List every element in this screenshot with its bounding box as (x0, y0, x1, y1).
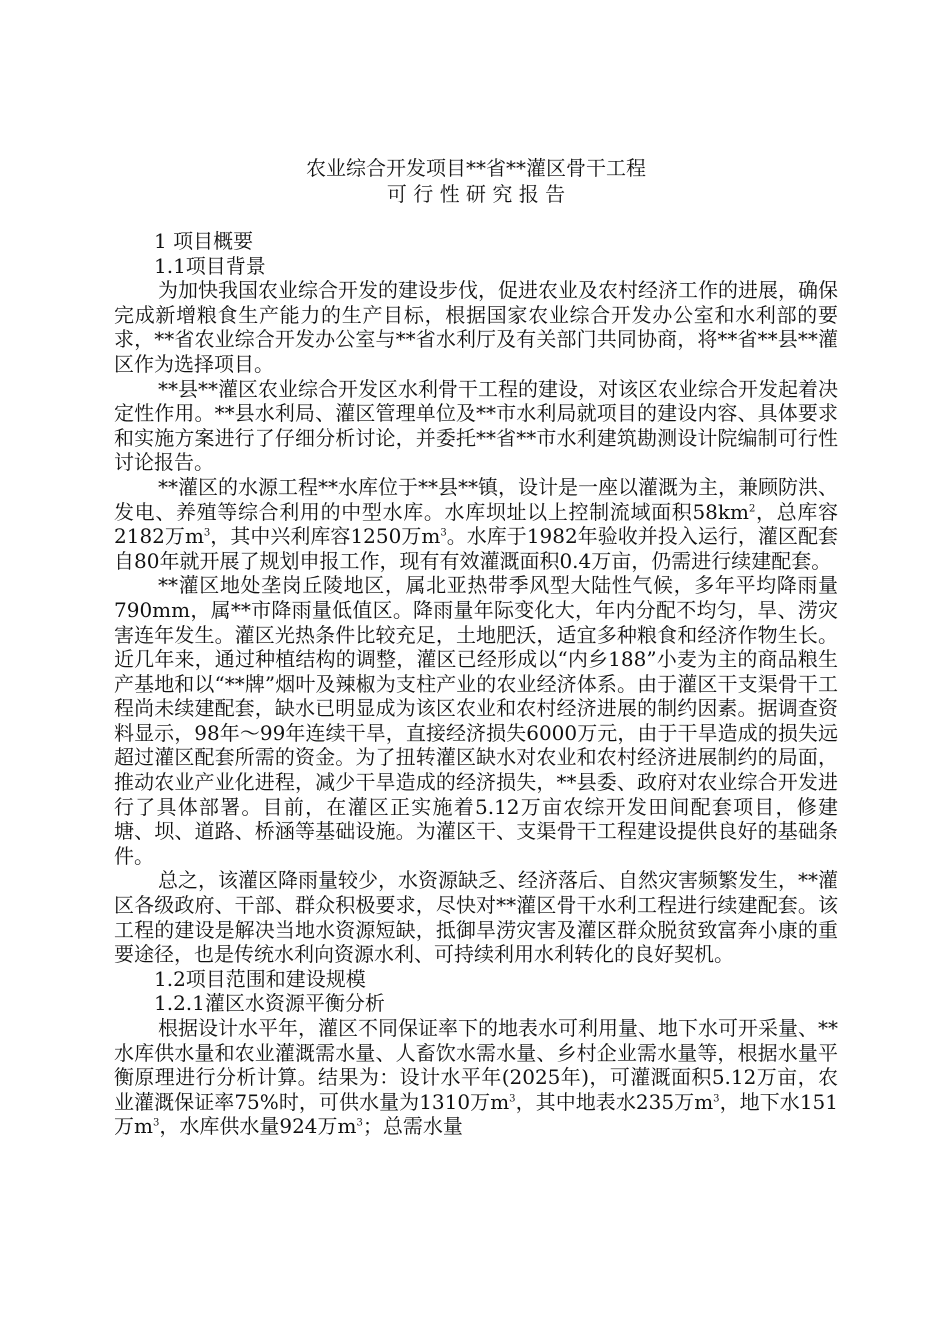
section-heading-1: 1 项目概要 (154, 229, 254, 253)
superscript: 3 (509, 1093, 516, 1105)
text-span: ；总需水量 (362, 1114, 463, 1139)
superscript: 3 (356, 1117, 363, 1129)
paragraph-water-source (114, 475, 838, 573)
text-span: ，总库容2182万m (114, 499, 838, 549)
superscript: 3 (713, 1093, 720, 1105)
paragraph-water-balance (114, 1016, 838, 1139)
superscript: 3 (440, 527, 447, 539)
report-subtitle: 可 行 性 研 究 报 告 (386, 182, 566, 206)
paragraph-climate: **灌区地处垄岗丘陵地区，属北亚热带季风型大陆性气候，多年平均降雨量790mm，属**市降雨量低值区。降雨量年际变化大，年内分配不均匀，旱、涝灾害连年发生。灌区光热条件比较充足，土地肥沃，适宜多种粮食和经济作物生长。近几年来，通过种植结构的调整，灌区已经形成以“内乡188”小麦为主的商品粮生产基地和以“**牌”烟叶及辣椒为支柱产业的农业经济体系。由于灌区干支渠骨干工程尚未续建配套，缺水已明显成为该区农业和农村经济进展的制约因素。据调查资料显示，98年～99年连续干旱，直接经济损失6000万元，由于干旱造成的损失远超过灌区配套所需的资金。为了扭转灌区缺水对农业和农村经济进展制约的局面，推动农业产业化进程，减少干旱造成的经济损失，**县委、政府对农业综合开发进行了具体部署。目前，在灌区正实施着5.12万亩农综开发田间配套项目，修建塘、坝、道路、桥涵等基础设施。为灌区干、支渠骨干工程建设提供良好的基础条件。 (114, 573, 838, 868)
paragraph-summary: 总之，该灌区降雨量较少，水资源缺乏、经济落后、自然灾害频繁发生，**灌区各级政府、干部、群众积极要求，尽快对**灌区骨干水利工程进行续建配套。该工程的建设是解决当地水资源短缺，抵御旱涝灾害及灌区群众脱贫致富奔小康的重要途径，也是传统水利向资源水利、可持续利用水利转化的良好契机。 (114, 868, 838, 967)
section-heading-1-2: 1.2项目范围和建设规模 (154, 966, 366, 991)
report-title-block (114, 155, 838, 207)
superscript: 2 (748, 502, 756, 514)
section-heading-1-1: 1.1项目背景 (154, 253, 266, 278)
text-span: ，其中兴利库容1250万m (210, 524, 441, 549)
section-heading-1-2-1: 1.2.1灌区水资源平衡分析 (154, 991, 385, 1016)
text-span: **灌区的水源工程**水库位于**县**镇，设计是一座以灌溉为主，兼顾防洪、发电、养殖等综合利用的中型水库。水库坝址以上控制流域面积58km (114, 474, 838, 524)
superscript: 3 (152, 1117, 160, 1129)
paragraph-background-2: **县**灌区农业综合开发区水利骨干工程的建设，对该区农业综合开发起着决定性作用。**县水利局、灌区管理单位及**市水利局就项目的建设内容、具体要求和实施方案进行了仔细分析讨论，并委托**省**市水利建筑勘测设计院编制可行性讨论报告。 (114, 376, 838, 475)
text-span: ，其中地表水235万m (515, 1089, 714, 1114)
text-span: 根据设计水平年，灌区不同保证率下的地表水可利用量、地下水可开采量、**水库供水量和农业灌溉需水量、人畜饮水需水量、乡村企业需水量等，根据水量平衡原理进行分析计算。结果为：设计水平年(2025年)，可灌溉面积5.12万亩，农业灌溉保证率75%时，可供水量为1310万m (114, 1016, 838, 1114)
superscript: 3 (203, 527, 211, 539)
text-span: 。水库于1982年验收并投入运行，灌区配套自80年就开展了规划申报工作，现有有效灌溉面积0.4万亩，仍需进行续建配套。 (114, 524, 838, 573)
text-span: ，水库供水量924万m (159, 1114, 357, 1139)
report-title: 农业综合开发项目**省**灌区骨干工程 (306, 156, 646, 180)
text-span: ，地下水151万m (114, 1089, 838, 1139)
paragraph-background-1: 为加快我国农业综合开发的建设步伐，促进农业及农村经济工作的进展，确保完成新增粮食生产能力的生产目标，根据国家农业综合开发办公室和水利部的要求，**省农业综合开发办公室与**省水利厅及有关部门共同协商，将**省**县**灌区作为选择项目。 (114, 278, 838, 376)
